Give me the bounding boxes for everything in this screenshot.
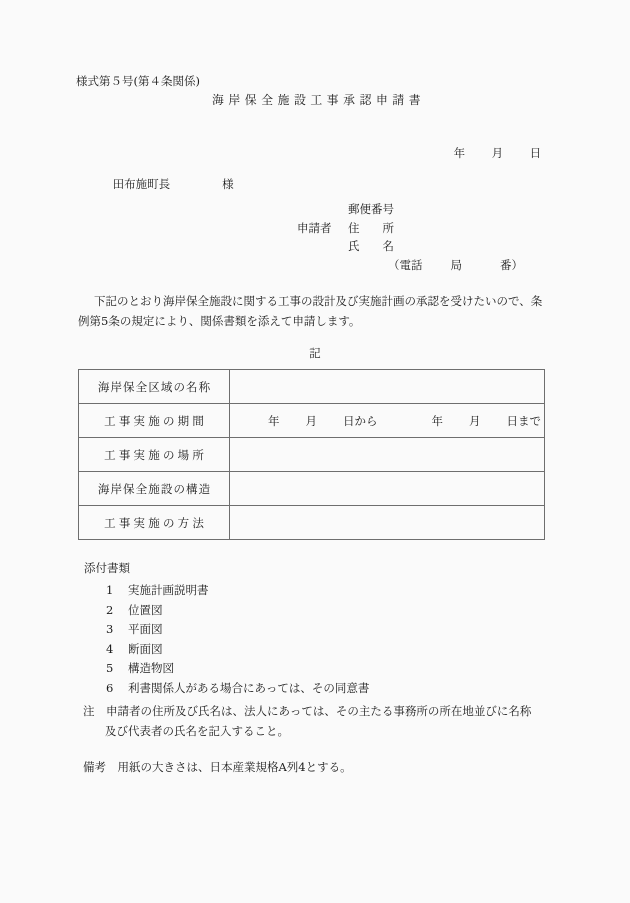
table-row-label (79, 438, 230, 472)
list-item-number: 5 (106, 661, 114, 676)
date-year-label: 年 (453, 145, 466, 160)
table-row-label (79, 472, 230, 506)
list-item (106, 679, 369, 699)
table-row (79, 506, 545, 540)
applicant-phone-row (388, 256, 523, 275)
note-line-2: 及び代表者の氏名を記入すること。 (105, 723, 289, 738)
label-text: 工事実施の期間 (104, 413, 208, 428)
note-block (83, 702, 563, 741)
ki-marker: 記 (309, 346, 321, 360)
name-label: 氏 名 (348, 239, 394, 254)
list-item-label: 断面図 (128, 641, 163, 656)
postal-code-label: 郵便番号 (348, 202, 394, 216)
list-item-number: 1 (106, 583, 114, 597)
list-item-label: 実施計画説明書 (128, 583, 209, 597)
table-row-label (79, 370, 230, 404)
table-row-value[interactable] (230, 370, 545, 404)
label-text: 海岸保全区域の名称 (97, 379, 212, 394)
form-number: 様式第５号(第４条関係) (76, 74, 200, 88)
body-paragraph: 下記のとおり海岸保全施設に関する工事の設計及び実施計画の承認を受けたいので、条例第5条の規定により、関係書類を添えて申請します。 (78, 294, 543, 328)
note-label: 注 (83, 704, 95, 718)
table-row (79, 370, 545, 404)
list-item-number: 6 (106, 680, 114, 695)
note-line-1: 申請者の住所及び氏名は、法人にあっては、その主たる事務所の所在地並びに名称 (106, 704, 532, 718)
date-month-label: 月 (491, 145, 504, 160)
applicant-address-row (297, 219, 523, 238)
table-row (79, 438, 545, 472)
list-item-label: 利書関係人がある場合にあっては、その同意書 (128, 680, 370, 695)
list-item (106, 601, 369, 621)
period-day-to: 日まで (506, 413, 541, 428)
attachments-list (106, 581, 369, 699)
table-row-value[interactable] (230, 506, 545, 540)
applicant-block (297, 200, 523, 274)
period-day-from: 日から (343, 413, 378, 428)
list-item (106, 640, 369, 660)
list-item-label: 構造物図 (128, 661, 174, 676)
applicant-label: 申請者 (297, 220, 332, 235)
phone-number-label: 番） (500, 257, 523, 272)
page-title: 海岸保全施設工事承認申請書 (212, 93, 426, 107)
table-row-label (79, 404, 230, 438)
date-line (437, 136, 542, 171)
table-row-value[interactable] (230, 438, 545, 472)
list-item (106, 581, 369, 601)
table-row-value-period[interactable] (230, 404, 545, 438)
application-table (78, 369, 545, 540)
label-text: 工事実施の方法 (104, 515, 208, 530)
period-month-to: 月 (469, 413, 481, 428)
list-item-number: 3 (106, 622, 114, 637)
period-year-to: 年 (431, 413, 443, 428)
list-item-number: 2 (106, 602, 114, 617)
period-year-from: 年 (268, 413, 280, 428)
table-row (79, 404, 545, 438)
label-text: 海岸保全施設の構造 (97, 481, 212, 496)
phone-exchange-label: 局 (450, 257, 462, 272)
date-day-label: 日 (529, 145, 542, 160)
applicant-name-row (297, 237, 523, 256)
attachments-heading: 添付書類 (84, 561, 130, 575)
applicant-postal-row (297, 200, 523, 219)
addressee-name: 田布施町長 (112, 176, 171, 191)
phone-open-label: （電話 (388, 257, 423, 272)
addressee (98, 167, 234, 202)
list-item-label: 位置図 (128, 602, 163, 617)
list-item (106, 620, 369, 640)
table-row (79, 472, 545, 506)
table-row-value[interactable] (230, 472, 545, 506)
address-label: 住 所 (348, 220, 394, 235)
remark-text: 備考 用紙の大きさは、日本産業規格A列4とする。 (83, 760, 352, 774)
label-text: 工事実施の場所 (104, 447, 208, 462)
list-item (106, 659, 369, 679)
list-item-label: 平面図 (128, 622, 163, 637)
list-item-number: 4 (106, 641, 114, 656)
period-month-from: 月 (305, 413, 317, 428)
addressee-honorific: 様 (222, 176, 234, 191)
table-row-label (79, 506, 230, 540)
